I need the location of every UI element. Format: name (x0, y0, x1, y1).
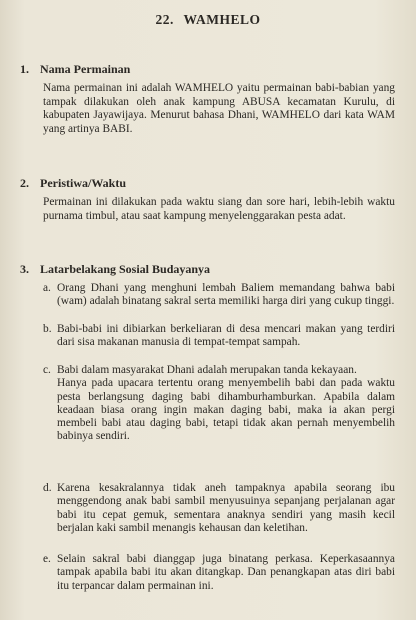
section-2-text: Permainan ini dilakukan pada waktu siang dan sore hari, lebih-lebih waktu purnama timbul, atau saat kampung menyelenggarakan pesta adat. (43, 196, 395, 222)
section-number: 1. (20, 62, 29, 76)
list-item-text: Orang Dhani yang menghuni lembah Baliem memandang bahwa babi (wam) adalah binatang sakral serta memiliki harga diri yang cukup tinggi. (57, 282, 395, 308)
title-number: 22. (155, 12, 174, 27)
page-title (0, 12, 416, 28)
list-item-d (43, 482, 395, 535)
list-item-text: Selain sakral babi dianggap juga binatang perkasa. Keperkasaannya tampak apabila babi itu akan ditangkap. Dan penangkapan atas diri babi itu terpancar dalam permainan ini. (57, 553, 395, 592)
list-item-e (43, 553, 395, 593)
section-1-heading (20, 62, 130, 77)
section-number: 2. (20, 176, 29, 190)
list-item-text: Karena kesakralannya tidak aneh tampaknya apabila seorang ibu menggendong anak babi sambil menyusuinya sepanjang perjalanan agar babi itu cepat gemuk, sementara anaknya sendiri yang masih kecil berjalan kaki sambil menangis kehausan dan keletihan. (57, 482, 395, 534)
list-item-letter: d. (43, 482, 52, 494)
list-item-a (43, 282, 395, 309)
list-item-b (43, 323, 395, 350)
list-item-letter: b. (43, 323, 52, 335)
section-1-text: Nama permainan ini adalah WAMHELO yaitu permainan babi-babian yang tampak dilakukan oleh anak kampung ABUSA kecamatan Kurulu, di kabupaten Jayawijaya. Menurut bahasa Dhani, WAMHELO dari kata WAM yang artinya BABI. (43, 82, 395, 135)
section-3-heading (20, 262, 210, 277)
list-item-c (43, 364, 395, 444)
section-2-heading (20, 176, 126, 191)
section-title: Latarbelakang Sosial Budayanya (40, 262, 211, 276)
section-title: Nama Permainan (40, 62, 131, 76)
list-item-text: Babi dalam masyarakat Dhani adalah merupakan tanda kekayaan. (57, 364, 357, 376)
section-number: 3. (20, 262, 29, 276)
title-text: WAMHELO (183, 12, 261, 27)
list-item-letter: c. (43, 364, 51, 376)
list-item-letter: e. (43, 553, 51, 565)
section-title: Peristiwa/Waktu (40, 176, 126, 190)
list-item-text: Hanya pada upacara tertentu orang menyembelih babi dan pada waktu pesta berlangsung daging babi dihamburhamburkan. Apabila dalam keadaan biasa orang ingin makan daging babi, maka ia akan pergi membeli babi atau daging babi, tetapi tidak akan pernah menyembelih babinya sendiri. (57, 377, 395, 443)
list-item-text: Babi-babi ini dibiarkan berkeliaran di desa mencari makan yang terdiri dari sisa makanan manusia di tempat-tempat sampah. (57, 323, 395, 349)
list-item-letter: a. (43, 282, 51, 294)
